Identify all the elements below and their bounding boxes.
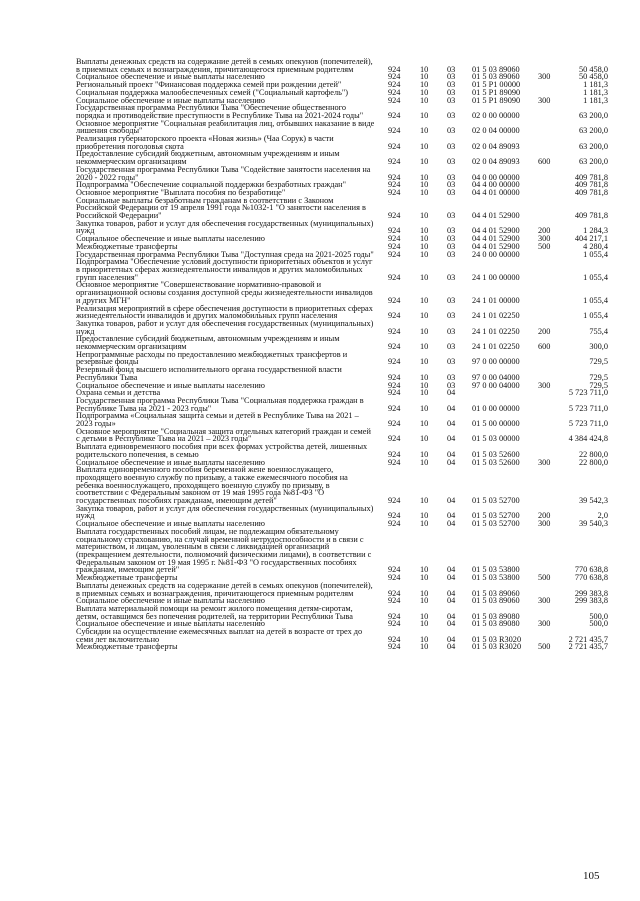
table-row [0, 258, 640, 281]
row-csr: 02 0 04 00000 [472, 126, 520, 136]
row-name: Подпрограмма «Социальная защита семьи и детей в Республике Тыва на 2021 – 2023 годы» [76, 411, 359, 429]
row-vr: 500 [538, 241, 551, 251]
row-csr: 01 5 03 52700 [472, 496, 520, 506]
row-sub: 04 [447, 511, 456, 521]
row-sub: 04 [447, 634, 456, 644]
row-name: Основное мероприятие "Выплата пособия по безработице" [76, 187, 286, 197]
row-sec: 10 [420, 449, 429, 459]
row-code: 924 [388, 611, 401, 621]
row-csr: 04 4 01 52900 [472, 241, 520, 251]
row-sub: 03 [447, 72, 456, 82]
row-sum: 1 055,4 [583, 249, 608, 259]
row-sum: 4 280,4 [583, 241, 608, 251]
row-name: Межбюджетные трансферты [76, 241, 178, 251]
row-vr: 200 [538, 226, 551, 236]
row-code: 924 [388, 596, 401, 606]
row-code: 924 [388, 126, 401, 136]
row-sub: 03 [447, 172, 456, 182]
row-sec: 10 [420, 64, 429, 74]
row-vr: 300 [538, 72, 551, 82]
row-sum: 4 384 424,8 [568, 434, 608, 444]
table-row [0, 528, 640, 574]
row-code: 924 [388, 419, 401, 429]
table-row [0, 351, 640, 366]
row-csr: 04 0 00 00000 [472, 172, 520, 182]
row-name: Выплата государственных пособий лицам, не подлежащим обязательному социальному страхованию, на случай временной нетрудоспособности и в связи с материнством, и лицам, уволенным в связи с ликвидацией организаций (прекращением деятельности, полномочий физическими лицами), в соответствии с Федеральным законом от 19 мая 1995 г. №81-ФЗ "О государственных пособиях гражданам, имеющим детей" [76, 526, 372, 575]
row-sub: 03 [447, 126, 456, 136]
table-row [0, 305, 640, 320]
row-name: Резервный фонд высшего исполнительного органа государственной власти Республики Тыва [76, 365, 342, 382]
row-code: 924 [388, 449, 401, 459]
row-sec: 10 [420, 126, 429, 136]
row-csr: 01 5 03 89060 [472, 64, 520, 74]
row-name: Социальная поддержка малообеспеченных семей ("Социальный картофель") [76, 87, 349, 97]
row-name: Предоставление субсидий бюджетным, автономным учреждениям и иным некоммерческим организациям [76, 149, 340, 167]
row-name: Основное мероприятие "Социальная защита отдельных категорий граждан и семей с детьми в Республике Тыва на 2021 – 2023 годы" [76, 426, 371, 444]
row-sum: 409 781,8 [574, 211, 608, 221]
row-sub: 03 [447, 249, 456, 259]
row-sub: 03 [447, 357, 456, 367]
row-sec: 10 [420, 226, 429, 236]
row-sum: 5 723 711,0 [568, 419, 608, 429]
row-csr: 24 0 00 00000 [472, 249, 520, 259]
row-name: Государственная программа Республики Тыва "Доступная среда на 2021-2025 годы" [76, 249, 374, 259]
row-sum: 300,0 [589, 342, 608, 352]
table-row [0, 166, 640, 181]
row-sec: 10 [420, 180, 429, 190]
table-row [0, 397, 640, 412]
row-sub: 03 [447, 141, 456, 151]
table-row [0, 505, 640, 520]
row-sub: 04 [447, 619, 456, 629]
row-sub: 03 [447, 311, 456, 321]
row-sub: 04 [447, 611, 456, 621]
row-csr: 01 5 03 89080 [472, 619, 520, 629]
row-sec: 10 [420, 157, 429, 167]
table-row [0, 582, 640, 597]
row-sum: 63 200,0 [578, 157, 608, 167]
row-code: 924 [388, 72, 401, 82]
row-code: 924 [388, 241, 401, 251]
row-csr: 24 1 01 02250 [472, 311, 520, 321]
row-sum: 729,5 [589, 372, 608, 382]
row-sub: 03 [447, 64, 456, 74]
row-vr: 300 [538, 95, 551, 105]
row-csr: 01 5 03 89080 [472, 611, 520, 621]
row-sub: 03 [447, 272, 456, 282]
row-code: 924 [388, 326, 401, 336]
row-csr: 97 0 00 04000 [472, 372, 520, 382]
row-code: 924 [388, 110, 401, 120]
row-name: Основное мероприятие "Социальная реабилитация лиц, отбывших наказание в виде лишения свободы" [76, 118, 375, 136]
page-number: 105 [583, 870, 600, 882]
row-code: 924 [388, 573, 401, 583]
row-sec: 10 [420, 141, 429, 151]
row-name: Субсидии на осуществление ежемесячных выплат на детей в возрасте от трех до семи лет включительно [76, 627, 363, 644]
row-sec: 10 [420, 457, 429, 467]
row-csr: 01 5 03 R3020 [472, 634, 522, 644]
row-sum: 63 200,0 [578, 141, 608, 151]
row-sub: 03 [447, 295, 456, 305]
row-sec: 10 [420, 519, 429, 529]
table-row [0, 135, 640, 150]
row-sum: 409 781,8 [574, 180, 608, 190]
row-sec: 10 [420, 380, 429, 390]
row-sum: 63 200,0 [578, 126, 608, 136]
row-code: 924 [388, 187, 401, 197]
row-sum: 2,0 [597, 511, 608, 521]
row-csr: 01 5 03 52600 [472, 449, 520, 459]
row-sec: 10 [420, 241, 429, 251]
row-csr: 04 4 01 52900 [472, 234, 520, 244]
row-sum: 50 458,0 [578, 72, 608, 82]
row-name: Основное мероприятие "Совершенствование нормативно-правовой и организационной основы создания доступной среды жизнедеятельности инвалидов и других МГН" [76, 280, 373, 305]
row-sub: 03 [447, 241, 456, 251]
row-vr: 300 [538, 380, 551, 390]
table-row [0, 197, 640, 220]
row-code: 924 [388, 234, 401, 244]
row-csr: 01 5 03 89060 [472, 588, 520, 598]
row-code: 924 [388, 642, 401, 652]
table-row [0, 428, 640, 443]
row-name: Подпрограмма "Обеспечение условий доступности приоритетных объектов и услуг в приоритетных сферах жизнедеятельности инвалидов и других маломобильных групп населения" [76, 257, 373, 282]
row-sum: 770 638,8 [574, 573, 608, 583]
row-code: 924 [388, 64, 401, 74]
row-vr: 600 [538, 157, 551, 167]
row-sum: 409 781,8 [574, 187, 608, 197]
row-name: Социальное обеспечение и иные выплаты населению [76, 380, 265, 390]
row-vr: 300 [538, 457, 551, 467]
row-sum: 1 181,3 [583, 95, 608, 105]
row-sec: 10 [420, 511, 429, 521]
row-name: Выплата единовременного пособия беременной жене военнослужащего, проходящего военную службу по призыву, а также ежемесячного пособия на ребенка военнослужащего, проходящего военную службу по призыву, в соответствии с Федеральным законом от 19 мая 1995 года №81-ФЗ "О государственных пособиях гражданам, имеющим детей" [76, 465, 348, 506]
row-sec: 10 [420, 357, 429, 367]
row-sum: 1 055,4 [583, 311, 608, 321]
row-sec: 10 [420, 72, 429, 82]
row-name: Социальное обеспечение и иные выплаты населению [76, 619, 265, 629]
row-sec: 10 [420, 295, 429, 305]
row-sub: 03 [447, 211, 456, 221]
row-sum: 299 383,8 [574, 596, 608, 606]
row-sum: 22 800,0 [578, 449, 608, 459]
row-name: Социальное обеспечение и иные выплаты населению [76, 72, 265, 82]
row-code: 924 [388, 380, 401, 390]
row-name: Выплаты денежных средств на содержание детей в семьях опекунов (попечителей), в приемных семьях и вознаграждения, причитающегося приемным родителям [76, 580, 373, 598]
row-sec: 10 [420, 234, 429, 244]
row-name: Социальные выплаты безработным гражданам в соответствии с Законом Российской Федерации от 19 апреля 1991 года №1032-1 "О занятости населения в Российской Федерации" [76, 195, 366, 221]
row-code: 924 [388, 588, 401, 598]
table-row [0, 643, 640, 651]
row-code: 924 [388, 403, 401, 413]
table-row [0, 466, 640, 505]
row-sec: 10 [420, 419, 429, 429]
row-sec: 10 [420, 634, 429, 644]
row-sum: 755,4 [589, 326, 608, 336]
row-vr: 500 [538, 642, 551, 652]
row-sum: 39 540,3 [578, 519, 608, 529]
row-name: Межбюджетные трансферты [76, 642, 178, 652]
row-sub: 03 [447, 110, 456, 120]
row-sum: 500,0 [589, 619, 608, 629]
row-csr: 01 5 03 53800 [472, 573, 520, 583]
row-vr: 600 [538, 342, 551, 352]
row-csr: 01 5 P1 89090 [472, 95, 521, 105]
row-sum: 729,5 [589, 357, 608, 367]
table-row [0, 281, 640, 304]
row-code: 924 [388, 457, 401, 467]
row-code: 924 [388, 272, 401, 282]
row-code: 924 [388, 95, 401, 105]
row-code: 924 [388, 249, 401, 259]
row-name: Социальное обеспечение и иные выплаты населению [76, 457, 265, 467]
row-name: Межбюджетные трансферты [76, 573, 178, 583]
row-vr: 300 [538, 619, 551, 629]
row-sec: 10 [420, 172, 429, 182]
row-csr: 01 5 P1 00000 [472, 80, 521, 90]
row-sum: 770 638,8 [574, 565, 608, 575]
row-csr: 02 0 04 89093 [472, 141, 520, 151]
row-sum: 5 723 711,0 [568, 388, 608, 398]
row-csr: 01 5 03 R3020 [472, 642, 522, 652]
row-sum: 63 200,0 [578, 110, 608, 120]
row-sum: 299 383,8 [574, 588, 608, 598]
row-code: 924 [388, 619, 401, 629]
row-code: 924 [388, 519, 401, 529]
row-sec: 10 [420, 80, 429, 90]
row-code: 924 [388, 211, 401, 221]
row-csr: 01 5 P1 89090 [472, 87, 521, 97]
row-sec: 10 [420, 496, 429, 506]
row-csr: 04 4 00 00000 [472, 180, 520, 190]
row-name: Социальное обеспечение и иные выплаты населению [76, 234, 265, 244]
row-sub: 04 [447, 565, 456, 575]
row-sub: 04 [447, 419, 456, 429]
row-sub: 04 [447, 642, 456, 652]
row-sec: 10 [420, 434, 429, 444]
row-code: 924 [388, 226, 401, 236]
row-vr: 300 [538, 234, 551, 244]
row-sub: 03 [447, 372, 456, 382]
row-sec: 10 [420, 87, 429, 97]
row-vr: 200 [538, 511, 551, 521]
row-sub: 03 [447, 180, 456, 190]
row-sub: 03 [447, 342, 456, 352]
table-row [0, 605, 640, 620]
row-csr: 01 5 03 52700 [472, 511, 520, 521]
row-name: Закупка товаров, работ и услуг для обеспечения государственных (муниципальных) нужд [76, 503, 374, 521]
row-sec: 10 [420, 573, 429, 583]
table-row [0, 120, 640, 135]
row-code: 924 [388, 372, 401, 382]
row-sum: 22 800,0 [578, 457, 608, 467]
row-sec: 10 [420, 95, 429, 105]
table-row [0, 320, 640, 335]
row-sub: 04 [447, 434, 456, 444]
row-csr: 97 0 00 04000 [472, 380, 520, 390]
row-csr: 01 5 03 52600 [472, 457, 520, 467]
row-name: Выплата материальной помощи на ремонт жилого помещения детям-сиротам, детям, оставшимся без попечения родителей, на территории Республики Тыва [76, 603, 353, 621]
row-sub: 04 [447, 388, 456, 398]
row-sub: 03 [447, 95, 456, 105]
row-code: 924 [388, 357, 401, 367]
table-row [0, 104, 640, 119]
row-sub: 04 [447, 496, 456, 506]
row-name: Закупка товаров, работ и услуг для обеспечения государственных (муниципальных) нужд [76, 318, 374, 336]
row-code: 924 [388, 180, 401, 190]
row-name: Предоставление субсидий бюджетным, автономным учреждениям и иным некоммерческим организациям [76, 334, 340, 352]
row-code: 924 [388, 295, 401, 305]
row-name: Закупка товаров, работ и услуг для обеспечения государственных (муниципальных) нужд [76, 218, 374, 236]
row-name: Выплаты денежных средств на содержание детей в семьях опекунов (попечителей), в приемных семьях и вознаграждения, причитающегося приемным родителям [76, 57, 373, 74]
row-code: 924 [388, 496, 401, 506]
row-sec: 10 [420, 326, 429, 336]
row-code: 924 [388, 141, 401, 151]
row-vr: 300 [538, 519, 551, 529]
row-name: Реализация губернаторского проекта «Новая жизнь» (Чаа Сорук) в части приобретения поголовья скота [76, 134, 334, 151]
row-sub: 03 [447, 226, 456, 236]
row-code: 924 [388, 172, 401, 182]
row-sum: 409 781,8 [574, 172, 608, 182]
table-row [0, 412, 640, 427]
row-code: 924 [388, 634, 401, 644]
table-row [0, 443, 640, 458]
row-sum: 1 055,4 [583, 272, 608, 282]
row-sub: 03 [447, 380, 456, 390]
row-sum: 50 458,0 [578, 64, 608, 74]
row-csr: 01 5 03 53800 [472, 565, 520, 575]
row-sub: 04 [447, 403, 456, 413]
row-csr: 04 4 01 52900 [472, 211, 520, 221]
row-sub: 04 [447, 573, 456, 583]
row-sum: 500,0 [589, 611, 608, 621]
row-sub: 03 [447, 326, 456, 336]
table-row [0, 150, 640, 165]
row-code: 924 [388, 565, 401, 575]
row-csr: 24 1 00 00000 [472, 272, 520, 282]
row-code: 924 [388, 388, 401, 398]
row-csr: 02 0 00 00000 [472, 110, 520, 120]
row-sub: 04 [447, 519, 456, 529]
table-row [0, 58, 640, 73]
row-sec: 10 [420, 642, 429, 652]
row-name: Социальное обеспечение и иные выплаты населению [76, 95, 265, 105]
table-row [0, 628, 640, 643]
row-csr: 04 4 01 52900 [472, 226, 520, 236]
row-name: Выплата единовременного пособия при всех формах устройства детей, лишенных родительского попечения, в семью [76, 442, 368, 459]
row-sub: 03 [447, 234, 456, 244]
row-name: Подпрограмма "Обеспечение социальной поддержки безработных граждан" [76, 180, 346, 190]
row-code: 924 [388, 342, 401, 352]
budget-table [0, 58, 640, 651]
row-vr: 300 [538, 596, 551, 606]
row-csr: 01 5 03 89060 [472, 72, 520, 82]
row-vr: 500 [538, 573, 551, 583]
row-sub: 03 [447, 157, 456, 167]
row-csr: 02 0 04 89093 [472, 157, 520, 167]
row-sub: 03 [447, 87, 456, 97]
row-sec: 10 [420, 311, 429, 321]
row-name: Социальное обеспечение и иные выплаты населению [76, 596, 265, 606]
row-name: Непрограммные расходы по предоставлению межбюджетных трансфертов и резервные фонды [76, 349, 348, 367]
row-name: Государственная программа Республики Тыва "Обеспечение общественного порядка и противодействие преступности в Республике Тыва на 2021-2024 годы" [76, 103, 364, 120]
row-sum: 1 181,3 [583, 80, 608, 90]
row-sub: 04 [447, 457, 456, 467]
row-sub: 04 [447, 449, 456, 459]
row-code: 924 [388, 80, 401, 90]
row-sum: 39 542,3 [578, 496, 608, 506]
row-sec: 10 [420, 588, 429, 598]
table-row [0, 335, 640, 350]
row-sum: 729,5 [589, 380, 608, 390]
row-sub: 04 [447, 588, 456, 598]
row-code: 924 [388, 434, 401, 444]
row-code: 924 [388, 157, 401, 167]
row-sec: 10 [420, 565, 429, 575]
row-csr: 24 1 01 00000 [472, 295, 520, 305]
row-csr: 01 5 00 00000 [472, 419, 520, 429]
row-sum: 2 721 435,7 [568, 634, 608, 644]
row-csr: 97 0 00 00000 [472, 357, 520, 367]
row-csr: 01 5 03 52700 [472, 519, 520, 529]
row-sum: 1 284,3 [583, 226, 608, 236]
row-name: Региональный проект "Финансовая поддержка семей при рождении детей" [76, 80, 342, 90]
row-sub: 03 [447, 187, 456, 197]
row-code: 924 [388, 87, 401, 97]
row-sec: 10 [420, 619, 429, 629]
row-sum: 2 721 435,7 [568, 642, 608, 652]
row-sub: 03 [447, 80, 456, 90]
row-sub: 04 [447, 596, 456, 606]
row-name: Охрана семьи и детства [76, 388, 161, 398]
row-csr: 04 4 01 00000 [472, 187, 520, 197]
row-sec: 10 [420, 596, 429, 606]
row-sum: 1 055,4 [583, 295, 608, 305]
row-csr: 24 1 01 02250 [472, 342, 520, 352]
table-row [0, 366, 640, 381]
row-sec: 10 [420, 403, 429, 413]
row-csr: 24 1 01 02250 [472, 326, 520, 336]
row-sec: 10 [420, 211, 429, 221]
row-code: 924 [388, 511, 401, 521]
row-vr: 200 [538, 326, 551, 336]
row-csr: 01 5 03 89060 [472, 596, 520, 606]
row-name: Социальное обеспечение и иные выплаты населению [76, 519, 265, 529]
table-row [0, 220, 640, 235]
row-csr: 01 0 00 00000 [472, 403, 520, 413]
row-sec: 10 [420, 110, 429, 120]
row-sum: 1 181,3 [583, 87, 608, 97]
row-csr: 01 5 03 00000 [472, 434, 520, 444]
row-sec: 10 [420, 388, 429, 398]
row-name: Государственная программа Республики Тыва "Содействие занятости населения на 2020 - 2022 годы" [76, 164, 371, 182]
row-name: Государственная программа Республики Тыва "Социальная поддержка граждан в Республике Тыва на 2021 - 2023 годы" [76, 395, 364, 413]
row-sec: 10 [420, 611, 429, 621]
row-name: Реализация мероприятий в сфере обеспечения доступности в приоритетных сферах жизнедеятельности инвалидов и других маломобильных групп населения [76, 303, 373, 321]
row-sum: 404 217,1 [574, 234, 608, 244]
row-code: 924 [388, 311, 401, 321]
row-sec: 10 [420, 272, 429, 282]
row-sum: 5 723 711,0 [568, 403, 608, 413]
row-sec: 10 [420, 342, 429, 352]
row-sec: 10 [420, 187, 429, 197]
row-sec: 10 [420, 249, 429, 259]
row-sec: 10 [420, 372, 429, 382]
